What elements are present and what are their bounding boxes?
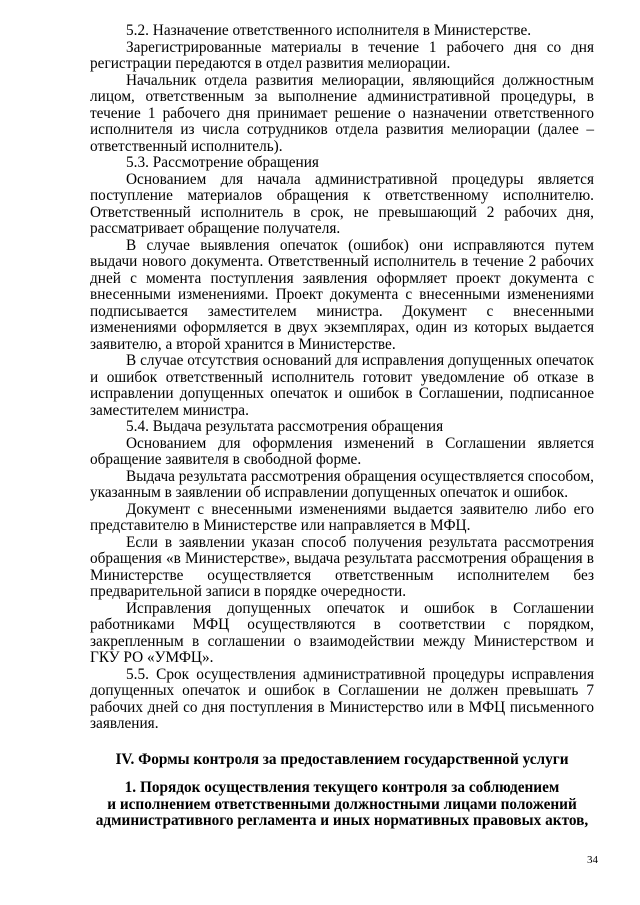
- paragraph: Основанием для начала административной процедуры является поступление материалов обращения к ответственному исполнителю. Ответственный исполнитель в срок, не превышающий 2 рабочих дня, рассматривает обращение получателя.: [90, 170, 594, 237]
- paragraph-5-5: 5.5. Срок осуществления административной процедуры исправления допущенных опечаток и ошибок в Соглашении не должен превышать 7 рабочих дней со дня поступления в Министерство или в МФЦ письменного заявления.: [90, 665, 594, 732]
- paragraph-5-4-title: 5.4. Выдача результата рассмотрения обращения: [126, 418, 444, 435]
- paragraph: Выдача результата рассмотрения обращения осуществляется способом, указанным в заявлении об исправлении допущенных опечаток и ошибок.: [90, 467, 594, 501]
- subsection-heading-line: административного регламента и иных нормативных правовых актов,: [95, 812, 589, 829]
- paragraph: Начальник отдела развития мелиорации, являющийся должностным лицом, ответственным за выполнение административной процедуры, в течение 1 рабочего дня принимает решение о назначении ответственного исполнителя из числа сотрудников отдела развития мелиорации (далее – ответственный исполнитель).: [90, 71, 594, 155]
- paragraph: Если в заявлении указан способ получения результата рассмотрения обращения «в Министерстве», выдача результата рассмотрения обращения в Министерстве осуществляется ответственным исполнителем без предварительной записи в порядке очередности.: [90, 533, 594, 600]
- subsection-heading-line: 1. Порядок осуществления текущего контроля за соблюдением: [124, 779, 560, 796]
- page-number: 34: [587, 854, 598, 866]
- paragraph: Документ с внесенными изменениями выдается заявителю либо его представителю в Министерстве или направляется в МФЦ.: [90, 500, 594, 534]
- subsection-heading: [90, 780, 594, 830]
- paragraph-5-3-title: 5.3. Рассмотрение обращения: [126, 154, 319, 171]
- paragraph: Исправления допущенных опечаток и ошибок в Соглашении работниками МФЦ осуществляются в соответствии с порядком, закрепленным в соглашении о взаимодействии между Министерством и ГКУ РО «УМФЦ».: [90, 599, 594, 666]
- paragraph: В случае отсутствия оснований для исправления допущенных опечаток и ошибок ответственный исполнитель готовит уведомление об отказе в исправлении допущенных опечаток и ошибок в Соглашении, подписанное заместителем министра.: [90, 352, 594, 419]
- section-heading: IV. Формы контроля за предоставлением государственной услуги: [115, 751, 569, 768]
- paragraph-5-2-title: 5.2. Назначение ответственного исполнителя в Министерстве.: [126, 22, 532, 39]
- paragraph: В случае выявления опечаток (ошибок) они исправляются путем выдачи нового документа. Ответственный исполнитель в течение 2 рабочих дней с момента поступления заявления оформляет проект документа с внесенными изменениями. Проект документа с внесенными изменениями подписывается заместителем министра. Документ с внесенными изменениями оформляется в двух экземплярах, один из которых выдается заявителю, а второй хранится в Министерстве.: [90, 236, 594, 353]
- paragraph: Зарегистрированные материалы в течение 1 рабочего дня со дня регистрации передаются в отдел развития мелиорации.: [90, 38, 594, 72]
- paragraph: Основанием для оформления изменений в Соглашении является обращение заявителя в свободной форме.: [90, 434, 594, 468]
- subsection-heading-line: и исполнением ответственными должностными лицами положений: [107, 795, 577, 813]
- document-body: [90, 23, 594, 733]
